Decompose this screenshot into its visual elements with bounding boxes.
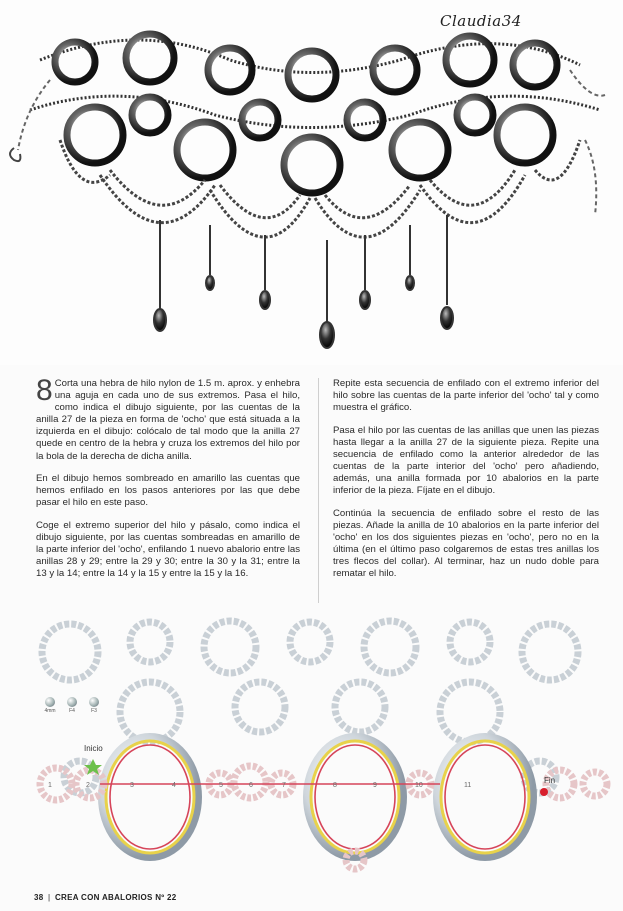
paragraph-2: En el dibujo hemos sombreado en amarillo las cuentas que hemos enfilado en los pasos anteriores por las que debe pasar el hilo en este paso. xyxy=(36,473,300,509)
ring-number-7: 7 xyxy=(282,782,286,789)
legend-item-3: F3 xyxy=(86,697,102,714)
ring-number-11: 11 xyxy=(464,782,472,789)
issue-number: Nº 22 xyxy=(155,893,177,902)
bead-icon xyxy=(89,697,99,707)
ring-number-6: 6 xyxy=(249,782,253,789)
ring-number-2: 2 xyxy=(86,782,90,789)
page-number: 38 xyxy=(34,893,44,902)
ring-number-9: 9 xyxy=(373,782,377,789)
page-footer: 38 | CREA CON ABALORIOS Nº 22 xyxy=(34,893,177,902)
ring-number-3: 3 xyxy=(130,782,134,789)
column-divider xyxy=(318,378,319,603)
magazine-name: CREA CON ABALORIOS xyxy=(54,893,153,902)
paragraph-5: Pasa el hilo por las cuentas de las anillas que unen las piezas hasta llegar a la anilla 27 de la siguiente pieza. Repite una secuencia de enfilado como la anterior alrededor de las cuentas de la parte interior del 'ocho' pero añadiendo, además, una anilla formada por 10 abalorios en la parte inferior de la pieza. Fíjate en el dibujo. xyxy=(333,424,599,497)
paragraph-1 xyxy=(36,374,300,463)
signature: Claudia34 xyxy=(440,12,522,30)
ring-number-8: 8 xyxy=(333,782,337,789)
ring-number-5: 5 xyxy=(219,782,223,789)
ring-number-4: 4 xyxy=(172,782,176,789)
end-label: Fin xyxy=(544,776,556,785)
bead-icon xyxy=(45,697,55,707)
paragraph-3: Coge el extremo superior del hilo y pásalo, como indica el dibujo siguiente, por las cuentas sombreadas en amarillo de la parte inferior del 'ocho', enfilando 1 nuevo abalorio entre las anillas 28 y 29; entre la 29 y 30; entre la 30 y la 31; entre la 13 y la 14; entre la 14 y la 15 y entre la 15 y la 16. xyxy=(36,519,300,580)
legend-item-2: F4 xyxy=(64,697,80,714)
bead-icon xyxy=(67,697,77,707)
paragraph-6: Continúa la secuencia de enfilado sobre el resto de las piezas. Añade la anilla de 10 abalorios en la parte inferior del 'ocho' en los dos siguientes piezas en 'ocho', pero no en la última (en el último paso colgaremos de estas tres anillas los tres flecos del collar). Al terminar, haz un nudo doble para rematar el hilo. xyxy=(333,507,599,580)
instructions-left-column xyxy=(36,374,300,591)
ring-number-1: 1 xyxy=(48,782,52,789)
legend-item-1: 4mm xyxy=(42,697,58,714)
necklace-photo xyxy=(0,0,623,365)
step-number: 8 xyxy=(36,374,53,407)
paragraph-4: Repite esta secuencia de enfilado con el extremo inferior del hilo sobre las cuentas de la parte inferior del 'ocho' tal y como muestra el gráfico. xyxy=(333,378,599,414)
start-label: Inicio xyxy=(84,744,103,753)
instructions-right-column xyxy=(333,378,599,591)
ring-number-10: 10 xyxy=(415,782,423,789)
paragraph-1-text: Corta una hebra de hilo nylon de 1.5 m. aprox. y enhebra una aguja en cada uno de sus extremos. Pasa el hilo, como indica el dibujo siguiente, por las cuentas de la anilla 27 de la pieza en forma de 'ocho' que está situada a la izquierda en el dibujo: colócalo de tal modo que la anilla 27 quede en centro de la hebra y cruza los extremos del hilo por la bola de la derecha de dicha anilla. xyxy=(36,378,300,462)
